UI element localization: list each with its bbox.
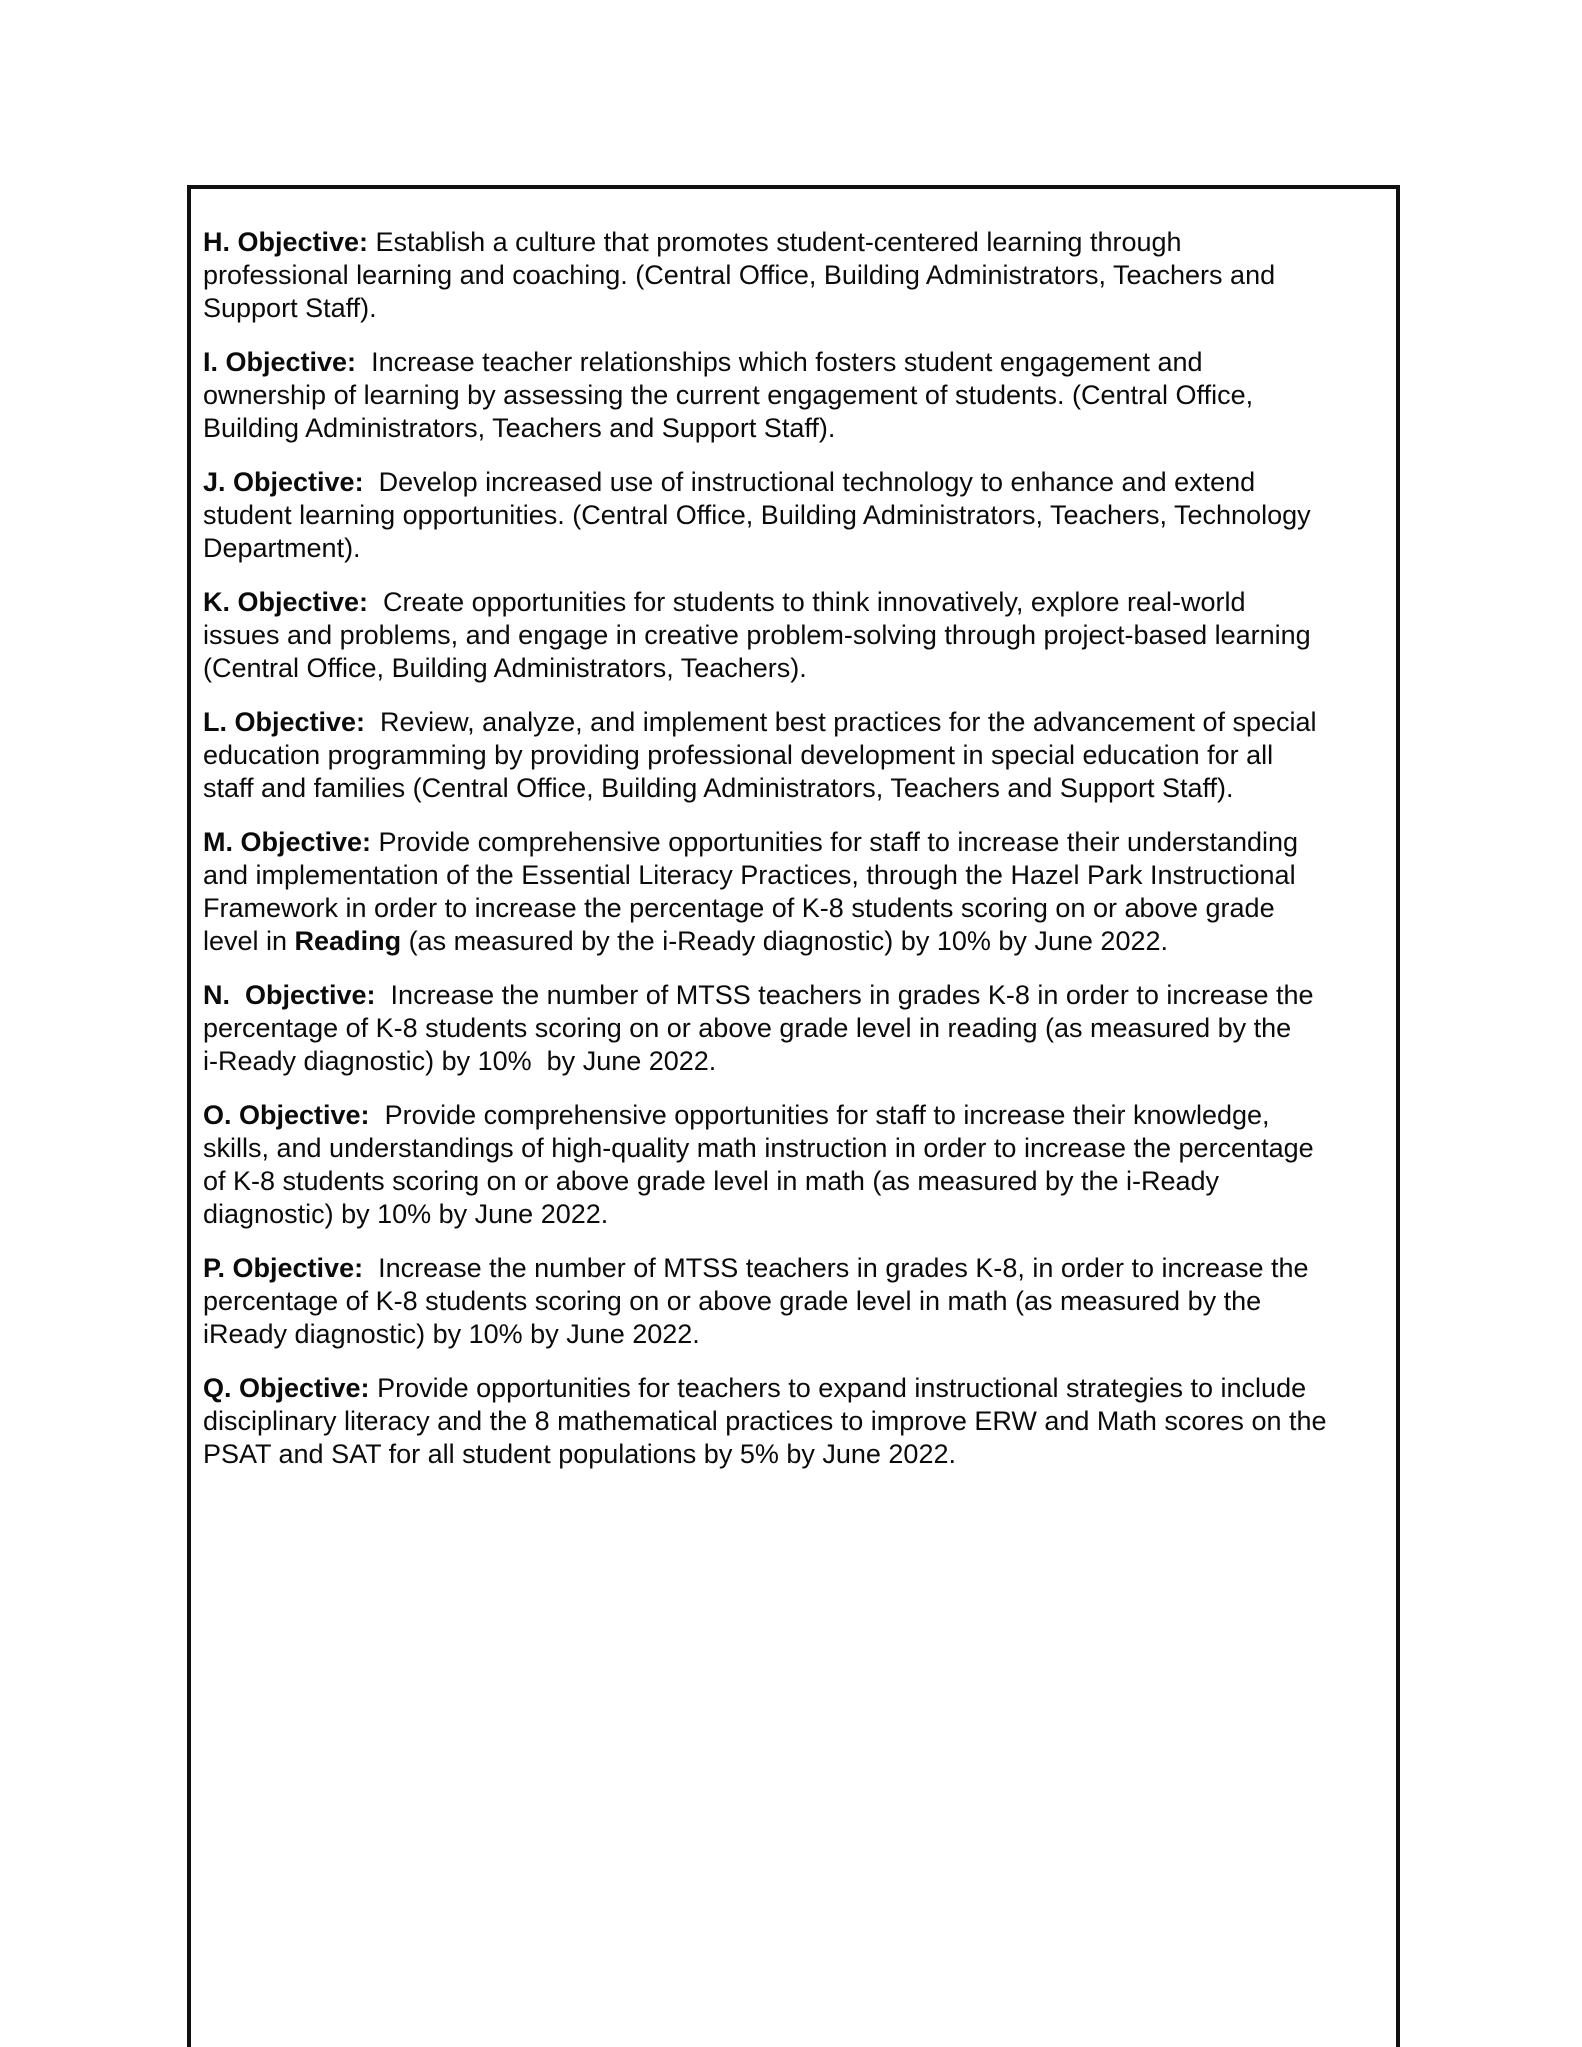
objective-label-K: K. Objective: bbox=[203, 587, 369, 617]
text-segment: Develop increased use of instructional technology to enhance and extend bbox=[363, 467, 1256, 497]
objective-label-M: M. Objective: bbox=[203, 827, 372, 857]
text-segment: Support Staff). bbox=[203, 293, 377, 323]
text-segment: Increase teacher relationships which fosters student engagement and bbox=[356, 347, 1203, 377]
objectives-list bbox=[191, 189, 1396, 1471]
text-segment: Increase the number of MTSS teachers in grades K-8 in order to increase the bbox=[375, 980, 1314, 1010]
objective-label-Q: Q. Objective: bbox=[203, 1373, 370, 1403]
text-segment: level in bbox=[203, 926, 295, 956]
text-segment: of K-8 students scoring on or above grade level in math (as measured by the i-Ready bbox=[203, 1166, 1220, 1196]
objective-label-O: O. Objective: bbox=[203, 1100, 370, 1130]
text-segment: percentage of K-8 students scoring on or above grade level in math (as measured by the bbox=[203, 1286, 1262, 1316]
text-segment: Increase the number of MTSS teachers in grades K-8, in order to increase the bbox=[363, 1253, 1309, 1283]
text-segment: skills, and understandings of high-quality math instruction in order to increase the percentage bbox=[203, 1133, 1314, 1163]
objective-label-P: P. Objective: bbox=[203, 1253, 364, 1283]
objective-paragraph-O bbox=[203, 1099, 1382, 1231]
text-segment: PSAT and SAT for all student populations by 5% by June 2022. bbox=[203, 1439, 956, 1469]
text-segment: diagnostic) by 10% by June 2022. bbox=[203, 1199, 609, 1229]
text-segment: and implementation of the Essential Literacy Practices, through the Hazel Park Instructional bbox=[203, 860, 1296, 890]
text-segment: Provide opportunities for teachers to expand instructional strategies to include bbox=[369, 1373, 1307, 1403]
text-segment: disciplinary literacy and the 8 mathematical practices to improve ERW and Math scores on the bbox=[203, 1406, 1327, 1436]
bold-text-segment: Reading bbox=[294, 926, 402, 956]
text-segment: staff and families (Central Office, Building Administrators, Teachers and Support Staff). bbox=[203, 773, 1234, 803]
objective-label-J: J. Objective: bbox=[203, 467, 364, 497]
text-segment: Establish a culture that promotes student-centered learning through bbox=[368, 227, 1182, 257]
text-segment: i-Ready diagnostic) by 10% by June 2022. bbox=[203, 1046, 717, 1076]
objective-label-H: H. Objective: bbox=[203, 227, 369, 257]
objective-paragraph-J bbox=[203, 466, 1382, 565]
text-segment: professional learning and coaching. (Central Office, Building Administrators, Teachers and bbox=[203, 260, 1276, 290]
text-segment: percentage of K-8 students scoring on or above grade level in reading (as measured by the bbox=[203, 1013, 1292, 1043]
text-segment: Review, analyze, and implement best practices for the advancement of special bbox=[365, 707, 1317, 737]
text-segment: Department). bbox=[203, 533, 361, 563]
objective-label-N: N. Objective: bbox=[203, 980, 376, 1010]
text-segment: education programming by providing professional development in special education for all bbox=[203, 740, 1274, 770]
objective-paragraph-L bbox=[203, 706, 1382, 805]
text-segment: Framework in order to increase the percentage of K-8 students scoring on or above grade bbox=[203, 893, 1275, 923]
text-segment: Create opportunities for students to think innovatively, explore real-world bbox=[368, 587, 1246, 617]
text-segment: student learning opportunities. (Central Office, Building Administrators, Teachers, Technology bbox=[203, 500, 1311, 530]
text-segment: Building Administrators, Teachers and Support Staff). bbox=[203, 413, 836, 443]
text-segment: Provide comprehensive opportunities for staff to increase their understanding bbox=[371, 827, 1299, 857]
text-segment: issues and problems, and engage in creative problem-solving through project-based learning bbox=[203, 620, 1311, 650]
objective-paragraph-Q bbox=[203, 1372, 1382, 1471]
text-segment: (as measured by the i-Ready diagnostic) by 10% by June 2022. bbox=[401, 926, 1168, 956]
objective-paragraph-N bbox=[203, 979, 1382, 1078]
text-segment: Provide comprehensive opportunities for staff to increase their knowledge, bbox=[369, 1100, 1270, 1130]
text-segment: ownership of learning by assessing the current engagement of students. (Central Office, bbox=[203, 380, 1254, 410]
objectives-border-box bbox=[187, 185, 1400, 2047]
objective-paragraph-M bbox=[203, 826, 1382, 958]
objective-paragraph-K bbox=[203, 586, 1382, 685]
text-segment: iReady diagnostic) by 10% by June 2022. bbox=[203, 1319, 700, 1349]
objective-paragraph-H bbox=[203, 226, 1382, 325]
objective-label-L: L. Objective: bbox=[203, 707, 366, 737]
objective-paragraph-P bbox=[203, 1252, 1382, 1351]
text-segment: (Central Office, Building Administrators, Teachers). bbox=[203, 653, 807, 683]
objective-label-I: I. Objective: bbox=[203, 347, 357, 377]
objective-paragraph-I bbox=[203, 346, 1382, 445]
